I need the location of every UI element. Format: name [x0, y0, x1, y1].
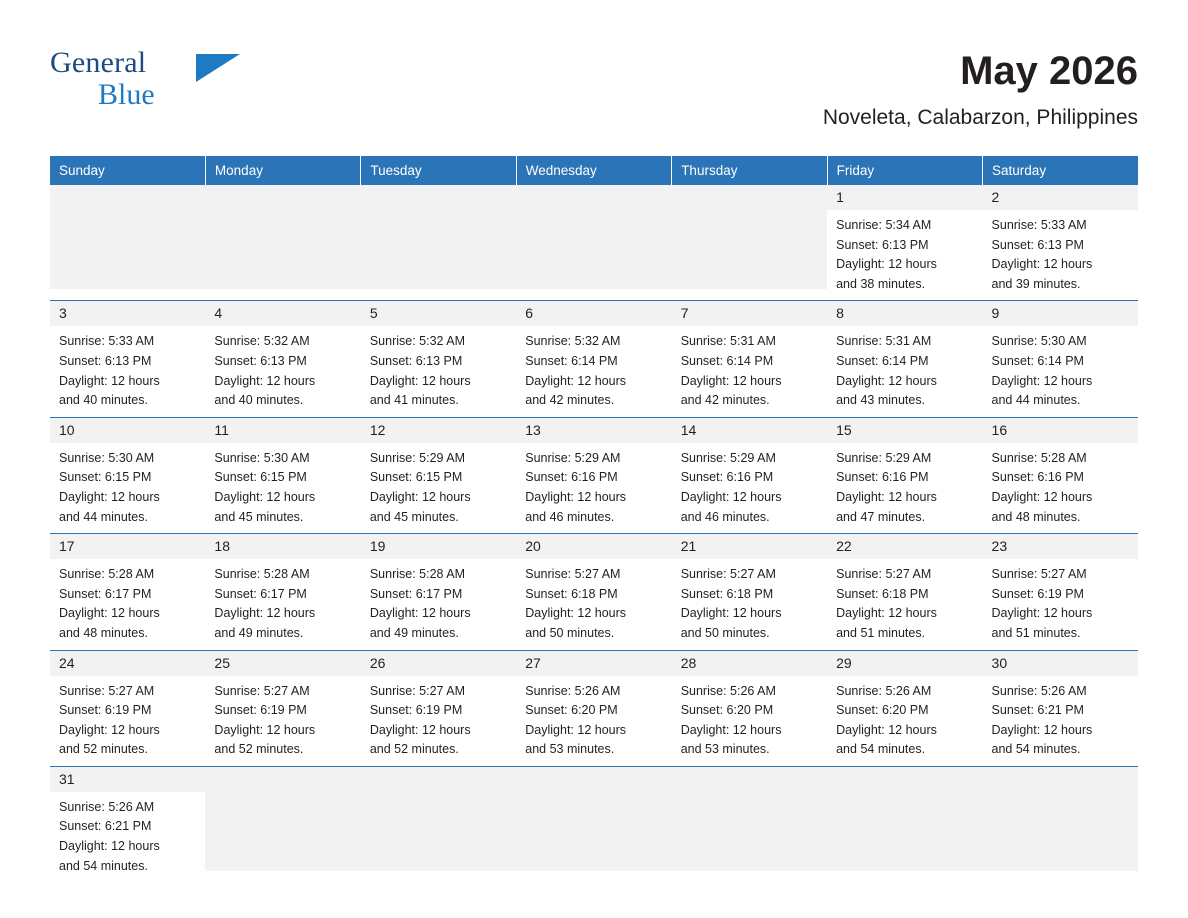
daylight-text: Daylight: 12 hours [369, 489, 471, 504]
day-sun-info [361, 559, 516, 643]
day-number: 16 [983, 418, 1138, 443]
sunrise-text: Sunrise: 5:33 AM [59, 334, 155, 349]
sunset-text: Sunset: 6:13 PM [214, 353, 307, 368]
sunrise-text: Sunrise: 5:27 AM [525, 567, 621, 582]
sunrise-text: Sunrise: 5:26 AM [836, 683, 932, 698]
day-sun-info [50, 326, 205, 410]
weekday-header-monday: Monday [205, 156, 360, 185]
sunset-text: Sunset: 6:21 PM [991, 703, 1084, 718]
day-number: 18 [205, 534, 360, 559]
daylight-text: and 53 minutes. [525, 742, 615, 757]
calendar-day-cell [827, 301, 982, 417]
daylight-text: Daylight: 12 hours [991, 606, 1093, 621]
sunset-text: Sunset: 6:13 PM [59, 353, 152, 368]
calendar-day-cell [983, 301, 1138, 417]
sunset-text: Sunset: 6:19 PM [214, 703, 307, 718]
daylight-text: and 49 minutes. [214, 625, 304, 640]
daylight-text: and 50 minutes. [680, 625, 770, 640]
calendar-day-cell [205, 650, 360, 766]
daylight-text: Daylight: 12 hours [59, 606, 160, 621]
day-number: 10 [50, 418, 205, 443]
daylight-text: Daylight: 12 hours [525, 489, 627, 504]
day-number [361, 185, 516, 210]
sunrise-text: Sunrise: 5:27 AM [680, 567, 776, 582]
calendar-day-cell [361, 766, 516, 882]
sunset-text: Sunset: 6:16 PM [680, 470, 774, 485]
daylight-text: Daylight: 12 hours [836, 606, 937, 621]
page-title: May 2026 [960, 49, 1138, 93]
calendar-day-cell [361, 650, 516, 766]
daylight-text: and 54 minutes. [991, 742, 1081, 757]
day-number: 13 [516, 418, 671, 443]
daylight-text: and 42 minutes. [525, 393, 615, 408]
day-number: 28 [672, 651, 827, 676]
calendar-day-cell [672, 766, 827, 882]
day-number: 6 [516, 301, 671, 326]
sunset-text: Sunset: 6:17 PM [369, 586, 463, 601]
sunset-text: Sunset: 6:16 PM [525, 470, 618, 485]
day-sun-info [205, 443, 360, 527]
sunset-text: Sunset: 6:15 PM [214, 470, 307, 485]
day-number: 27 [516, 651, 671, 676]
sunrise-text: Sunrise: 5:26 AM [991, 683, 1087, 698]
day-number: 29 [827, 651, 982, 676]
day-number: 8 [827, 301, 982, 326]
day-number: 26 [361, 651, 516, 676]
calendar-day-cell [983, 417, 1138, 533]
daylight-text: and 51 minutes. [836, 625, 926, 640]
day-number: 31 [50, 767, 205, 792]
sunrise-text: Sunrise: 5:27 AM [836, 567, 932, 582]
daylight-text: Daylight: 12 hours [59, 839, 160, 854]
calendar-day-cell [516, 766, 671, 882]
day-number: 24 [50, 651, 205, 676]
triangle-flag-icon [196, 54, 240, 82]
day-number: 30 [983, 651, 1138, 676]
weekday-header-saturday: Saturday [983, 156, 1138, 185]
day-sun-info [827, 443, 982, 527]
daylight-text: Daylight: 12 hours [214, 722, 316, 737]
day-number: 11 [205, 418, 360, 443]
daylight-text: Daylight: 12 hours [525, 373, 627, 388]
location-subtitle: Noveleta, Calabarzon, Philippines [822, 106, 1138, 129]
calendar-day-cell [827, 185, 982, 301]
calendar-day-cell [50, 534, 205, 650]
day-sun-info [50, 676, 205, 760]
daylight-text: and 49 minutes. [369, 625, 459, 640]
daylight-text: and 42 minutes. [680, 393, 770, 408]
sunrise-text: Sunrise: 5:27 AM [369, 683, 466, 698]
daylight-text: Daylight: 12 hours [59, 489, 160, 504]
day-sun-info [516, 326, 671, 410]
calendar-day-cell [516, 534, 671, 650]
day-number: 1 [827, 185, 982, 210]
sunset-text: Sunset: 6:13 PM [369, 353, 463, 368]
daylight-text: and 53 minutes. [680, 742, 770, 757]
day-number: 15 [827, 418, 982, 443]
daylight-text: and 46 minutes. [680, 509, 770, 524]
day-sun-info [672, 559, 827, 643]
day-number: 25 [205, 651, 360, 676]
sunrise-text: Sunrise: 5:33 AM [991, 218, 1087, 232]
day-number [205, 767, 360, 792]
sunrise-text: Sunrise: 5:29 AM [369, 450, 466, 465]
calendar-day-cell [827, 766, 982, 882]
day-number: 4 [205, 301, 360, 326]
daylight-text: Daylight: 12 hours [369, 373, 471, 388]
day-number: 3 [50, 301, 205, 326]
calendar-day-cell [205, 301, 360, 417]
sunset-text: Sunset: 6:14 PM [991, 353, 1084, 368]
sunrise-text: Sunrise: 5:30 AM [59, 450, 155, 465]
sunset-text: Sunset: 6:20 PM [525, 703, 618, 718]
calendar-week-row [50, 534, 1138, 650]
calendar-day-cell [205, 534, 360, 650]
daylight-text: and 51 minutes. [991, 625, 1081, 640]
day-number: 7 [672, 301, 827, 326]
day-number: 20 [516, 534, 671, 559]
calendar-header-row [50, 156, 1138, 185]
day-sun-info [983, 443, 1138, 527]
sunrise-text: Sunrise: 5:31 AM [836, 334, 932, 349]
daylight-text: and 46 minutes. [525, 509, 615, 524]
day-sun-info [205, 676, 360, 760]
daylight-text: and 38 minutes. [836, 276, 926, 291]
sunset-text: Sunset: 6:20 PM [680, 703, 774, 718]
day-sun-info [50, 443, 205, 527]
day-sun-info [983, 326, 1138, 410]
daylight-text: Daylight: 12 hours [836, 722, 937, 737]
page-header [50, 0, 1138, 134]
sunrise-text: Sunrise: 5:30 AM [214, 450, 310, 465]
calendar-day-cell [672, 534, 827, 650]
sunrise-text: Sunrise: 5:26 AM [525, 683, 621, 698]
day-number [672, 185, 827, 210]
calendar-day-cell [205, 417, 360, 533]
calendar-day-cell [50, 766, 205, 882]
sunset-text: Sunset: 6:14 PM [836, 353, 929, 368]
sunrise-text: Sunrise: 5:28 AM [369, 567, 466, 582]
daylight-text: Daylight: 12 hours [680, 606, 782, 621]
day-number: 5 [361, 301, 516, 326]
daylight-text: Daylight: 12 hours [680, 722, 782, 737]
day-number [361, 767, 516, 792]
daylight-text: and 44 minutes. [59, 509, 148, 524]
daylight-text: Daylight: 12 hours [680, 373, 782, 388]
day-sun-info [983, 676, 1138, 760]
daylight-text: and 45 minutes. [369, 509, 459, 524]
daylight-text: Daylight: 12 hours [525, 722, 627, 737]
calendar-day-cell [983, 185, 1138, 301]
day-number [983, 767, 1138, 792]
daylight-text: Daylight: 12 hours [991, 257, 1093, 272]
daylight-text: and 48 minutes. [59, 625, 148, 640]
daylight-text: and 48 minutes. [991, 509, 1081, 524]
sunset-text: Sunset: 6:19 PM [369, 703, 463, 718]
daylight-text: Daylight: 12 hours [214, 606, 316, 621]
weekday-header-friday: Friday [827, 156, 982, 185]
sunset-text: Sunset: 6:19 PM [59, 703, 152, 718]
daylight-text: and 54 minutes. [836, 742, 926, 757]
weekday-header-thursday: Thursday [672, 156, 827, 185]
weekday-header-tuesday: Tuesday [361, 156, 516, 185]
day-sun-info [361, 676, 516, 760]
day-sun-info [672, 443, 827, 527]
daylight-text: Daylight: 12 hours [214, 373, 316, 388]
sunset-text: Sunset: 6:18 PM [525, 586, 618, 601]
day-sun-info [827, 326, 982, 410]
sunrise-text: Sunrise: 5:27 AM [214, 683, 310, 698]
calendar-day-cell [516, 185, 671, 301]
day-number [827, 767, 982, 792]
calendar-day-cell [205, 766, 360, 882]
sunrise-text: Sunrise: 5:28 AM [214, 567, 310, 582]
sunset-text: Sunset: 6:16 PM [991, 470, 1084, 485]
day-sun-info [672, 326, 827, 410]
sunrise-text: Sunrise: 5:26 AM [680, 683, 776, 698]
daylight-text: Daylight: 12 hours [680, 489, 782, 504]
day-sun-info [516, 676, 671, 760]
calendar-day-cell [361, 185, 516, 301]
sunrise-text: Sunrise: 5:28 AM [991, 450, 1087, 465]
day-sun-info [983, 559, 1138, 643]
sunrise-text: Sunrise: 5:31 AM [680, 334, 776, 349]
day-number [516, 767, 671, 792]
calendar-day-cell [50, 650, 205, 766]
sunset-text: Sunset: 6:14 PM [525, 353, 618, 368]
calendar-day-cell [50, 301, 205, 417]
sunset-text: Sunset: 6:17 PM [59, 586, 152, 601]
daylight-text: Daylight: 12 hours [991, 373, 1093, 388]
calendar-day-cell [827, 650, 982, 766]
calendar-week-row [50, 766, 1138, 882]
calendar-day-cell [361, 417, 516, 533]
calendar-day-cell [672, 417, 827, 533]
calendar-week-row [50, 417, 1138, 533]
day-number: 9 [983, 301, 1138, 326]
sunset-text: Sunset: 6:18 PM [836, 586, 929, 601]
sunset-text: Sunset: 6:21 PM [59, 819, 152, 834]
sunset-text: Sunset: 6:19 PM [991, 586, 1084, 601]
day-number [672, 767, 827, 792]
sunrise-text: Sunrise: 5:30 AM [991, 334, 1087, 349]
calendar-day-cell [672, 301, 827, 417]
sunrise-text: Sunrise: 5:29 AM [836, 450, 932, 465]
daylight-text: and 40 minutes. [59, 393, 148, 408]
daylight-text: and 52 minutes. [59, 742, 148, 757]
calendar-day-cell [516, 417, 671, 533]
calendar-day-cell [50, 417, 205, 533]
day-number: 14 [672, 418, 827, 443]
calendar-week-row [50, 185, 1138, 301]
daylight-text: and 52 minutes. [369, 742, 459, 757]
day-number: 17 [50, 534, 205, 559]
calendar-day-cell [361, 301, 516, 417]
sunrise-text: Sunrise: 5:34 AM [836, 218, 932, 232]
calendar-day-cell [50, 185, 205, 301]
calendar-week-row [50, 301, 1138, 417]
day-sun-info [827, 676, 982, 760]
sunrise-text: Sunrise: 5:29 AM [525, 450, 621, 465]
calendar-day-cell [516, 650, 671, 766]
daylight-text: and 45 minutes. [214, 509, 304, 524]
sunrise-text: Sunrise: 5:32 AM [369, 334, 466, 349]
day-sun-info [361, 326, 516, 410]
sunset-text: Sunset: 6:13 PM [991, 237, 1084, 252]
day-number: 22 [827, 534, 982, 559]
sunrise-text: Sunrise: 5:26 AM [59, 799, 155, 814]
day-number: 21 [672, 534, 827, 559]
day-sun-info [50, 792, 205, 876]
daylight-text: and 44 minutes. [991, 393, 1081, 408]
day-number [516, 185, 671, 210]
sunrise-text: Sunrise: 5:29 AM [680, 450, 776, 465]
logo-text-blue: Blue [98, 78, 155, 111]
daylight-text: Daylight: 12 hours [991, 489, 1093, 504]
daylight-text: Daylight: 12 hours [836, 489, 937, 504]
sunset-text: Sunset: 6:14 PM [680, 353, 774, 368]
daylight-text: and 52 minutes. [214, 742, 304, 757]
calendar-day-cell [827, 534, 982, 650]
day-sun-info [827, 210, 982, 294]
day-sun-info [672, 676, 827, 760]
day-sun-info [50, 559, 205, 643]
day-number [50, 185, 205, 210]
calendar-day-cell [827, 417, 982, 533]
daylight-text: Daylight: 12 hours [59, 373, 160, 388]
calendar-day-cell [983, 650, 1138, 766]
day-number: 23 [983, 534, 1138, 559]
day-sun-info [361, 443, 516, 527]
daylight-text: and 54 minutes. [59, 858, 148, 873]
calendar-day-cell [983, 534, 1138, 650]
daylight-text: Daylight: 12 hours [525, 606, 627, 621]
daylight-text: and 43 minutes. [836, 393, 926, 408]
weekday-header-sunday: Sunday [50, 156, 205, 185]
day-sun-info [516, 559, 671, 643]
calendar-day-cell [672, 650, 827, 766]
calendar-day-cell [672, 185, 827, 301]
calendar-week-row [50, 650, 1138, 766]
calendar-body [50, 185, 1138, 882]
daylight-text: Daylight: 12 hours [836, 373, 937, 388]
day-number: 12 [361, 418, 516, 443]
general-blue-logo [50, 48, 250, 120]
daylight-text: and 39 minutes. [991, 276, 1081, 291]
sunset-text: Sunset: 6:17 PM [214, 586, 307, 601]
day-sun-info [205, 559, 360, 643]
sunrise-text: Sunrise: 5:32 AM [214, 334, 310, 349]
sunset-text: Sunset: 6:15 PM [59, 470, 152, 485]
day-number [205, 185, 360, 210]
daylight-text: Daylight: 12 hours [836, 257, 937, 272]
sunrise-text: Sunrise: 5:27 AM [991, 567, 1087, 582]
sunrise-text: Sunrise: 5:27 AM [59, 683, 155, 698]
logo-text-general: General [50, 46, 147, 79]
sunset-text: Sunset: 6:20 PM [836, 703, 929, 718]
sunrise-text: Sunrise: 5:28 AM [59, 567, 155, 582]
title-block [823, 48, 1138, 130]
daylight-text: Daylight: 12 hours [369, 722, 471, 737]
sunset-text: Sunset: 6:13 PM [836, 237, 929, 252]
sunset-text: Sunset: 6:18 PM [680, 586, 774, 601]
calendar-day-cell [205, 185, 360, 301]
weekday-header-wednesday: Wednesday [516, 156, 671, 185]
calendar-day-cell [516, 301, 671, 417]
daylight-text: Daylight: 12 hours [991, 722, 1093, 737]
sunrise-text: Sunrise: 5:32 AM [525, 334, 621, 349]
daylight-text: and 40 minutes. [214, 393, 304, 408]
daylight-text: Daylight: 12 hours [59, 722, 160, 737]
daylight-text: and 47 minutes. [836, 509, 926, 524]
sunset-text: Sunset: 6:15 PM [369, 470, 463, 485]
day-number: 19 [361, 534, 516, 559]
day-sun-info [827, 559, 982, 643]
day-sun-info [205, 326, 360, 410]
calendar-day-cell [983, 766, 1138, 882]
daylight-text: and 41 minutes. [369, 393, 459, 408]
day-number: 2 [983, 185, 1138, 210]
sunset-text: Sunset: 6:16 PM [836, 470, 929, 485]
day-sun-info [983, 210, 1138, 294]
daylight-text: and 50 minutes. [525, 625, 615, 640]
daylight-text: Daylight: 12 hours [214, 489, 316, 504]
daylight-text: Daylight: 12 hours [369, 606, 471, 621]
sunrise-sunset-calendar [50, 156, 1138, 882]
calendar-day-cell [361, 534, 516, 650]
day-sun-info [516, 443, 671, 527]
